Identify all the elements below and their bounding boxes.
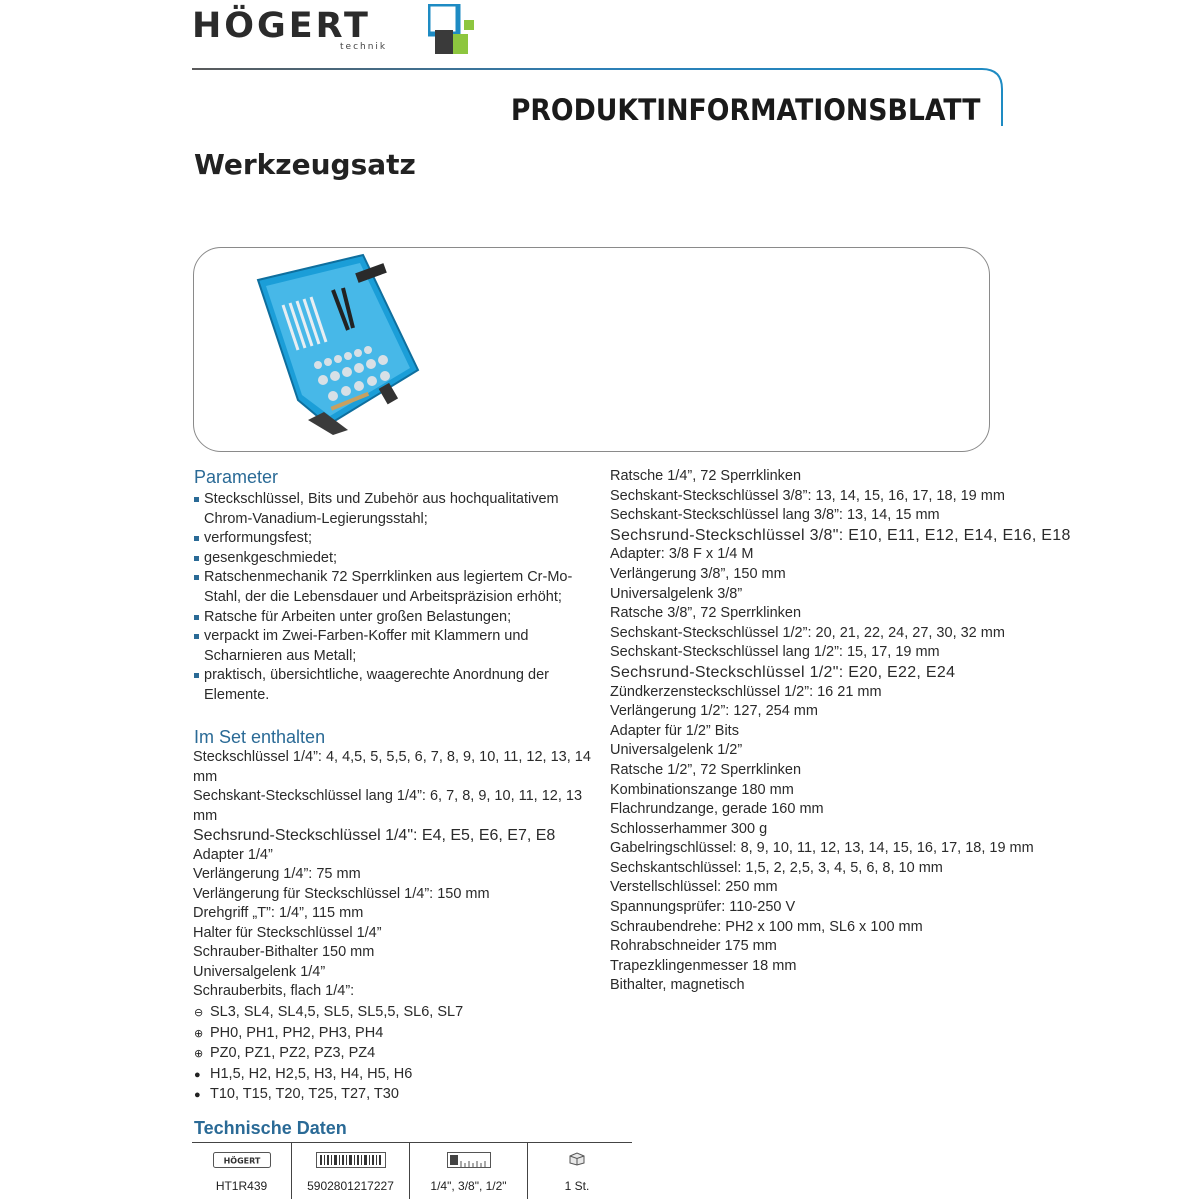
list-item: verpackt im Zwei-Farben-Koffer mit Klammern und Scharnieren aus Metall; [194,627,594,666]
table-cell-ean [292,1143,410,1199]
list-item: Kombinationszange 180 mm [610,781,794,798]
list-item: Verstellschlüssel: 250 mm [610,879,778,896]
set-contents-left-list [193,748,593,1002]
quantity: 1 St. [564,1179,590,1193]
technical-data-table [192,1142,632,1199]
list-item: Ratsche 1/2”, 72 Sperrklinken [610,761,802,778]
list-item: Verlängerung 1/4”: 75 mm [193,866,361,882]
bullet-icon [194,556,199,561]
slotted-bit-icon: ⊖ [194,1007,204,1019]
brand-label-icon [213,1152,271,1168]
list-item: Bithalter, magnetisch [610,977,745,994]
list-item: Ratsche für Arbeiten unter großen Belastungen; [194,608,594,628]
technical-data-heading: Technische Daten [194,1118,347,1138]
list-item: Halter für Steckschlüssel 1/4” [193,924,382,941]
list-item: Universalgelenk 1/4” [193,963,326,980]
bullet-icon [194,575,199,580]
list-item: Sechskant-Steckschlüssel lang 1/2”: 15, 17, 19 mm [610,644,940,661]
torx-bit-icon: ● [194,1089,201,1102]
list-item: Sechskant-Steckschlüssel 3/8”: 13, 14, 15, 16, 17, 18, 19 mm [610,487,1005,504]
set-contents-right-list [610,467,1100,996]
barcode-icon [316,1152,386,1168]
list-item: Schrauber-Bithalter 150 mm [193,944,375,960]
pozidriv-bit-icon: ⊕ [194,1048,204,1061]
list-item: Flachrundzange, gerade 160 mm [610,801,824,818]
list-item: Rohrabschneider 175 mm [610,938,777,955]
parameters-list [194,490,594,706]
brand-logo [192,2,482,62]
list-item: Verlängerung 1/2”: 127, 254 mm [610,703,818,720]
ean-code: 5902801217227 [307,1179,394,1193]
list-item: Spannungsprüfer: 110-250 V [610,899,796,916]
document-type-title: PRODUKTINFORMATIONSBLATT [510,93,980,127]
list-item: Steckschlüssel, Bits und Zubehör aus hochqualitativem Chrom-Vanadium-Legierungsstahl; [194,490,594,529]
phillips-bit-icon: ⊕ [194,1027,204,1040]
bullet-icon [194,536,199,541]
list-item: ● H1,5, H2, H2,5, H3, H4, H5, H6 [194,1065,463,1086]
list-item: Schrauberbits, flach 1/4”: [193,983,355,999]
list-item: Sechsrund-Steckschlüssel 1/4": E4, E5, E6, E7, E8 [193,827,556,844]
list-item: ⊕ PZ0, PZ1, PZ2, PZ3, PZ4 [194,1044,463,1065]
list-item: Drehgriff „T”: 1/4”, 115 mm [193,905,364,921]
model-number: HT1R439 [215,1179,268,1193]
table-cell-model [192,1143,292,1199]
list-item: Zündkerzensteckschlüssel 1/2”: 16 21 mm [610,683,882,700]
list-item: Sechskant-Steckschlüssel lang 1/4”: 6, 7, 8, 9, 10, 11, 12, 13 mm [193,788,583,824]
bullet-icon [194,673,199,678]
list-item: Ratschenmechanik 72 Sperrklinken aus legiertem Cr-Mo-Stahl, der die Lebensdauer und Arbeitspräzision erhöht; [194,568,594,607]
list-item: verformungsfest; [194,529,594,549]
parameters-heading: Parameter [194,467,279,487]
drive-sizes: 1/4", 3/8", 1/2" [430,1179,507,1193]
list-item: Adapter 1/4” [193,846,273,863]
list-item: Universalgelenk 1/2” [610,742,743,759]
list-item: Ratsche 1/4”, 72 Sperrklinken [610,468,802,484]
svg-text:HÖGERT: HÖGERT [223,1156,260,1166]
set-contents-heading: Im Set enthalten [194,727,326,747]
list-item: ● T10, T15, T20, T25, T27, T30 [194,1085,463,1106]
list-item: Verlängerung 3/8”, 150 mm [610,565,786,582]
table-cell-quantity [528,1143,626,1199]
list-item: Steckschlüssel 1/4”: 4, 4,5, 5, 5,5, 6, 7, 8, 9, 10, 11, 12, 13, 14 mm [193,749,591,785]
list-item: gesenkgeschmiedet; [194,549,594,569]
bullet-icon [194,634,199,639]
list-item: Gabelringschlüssel: 8, 9, 10, 11, 12, 13, 14, 15, 16, 17, 18, 19 mm [610,840,1034,857]
list-item: Ratsche 3/8”, 72 Sperrklinken [610,605,802,622]
list-item: Universalgelenk 3/8” [610,585,743,602]
product-title: Werkzeugsatz [194,148,416,181]
box-icon [568,1152,586,1166]
list-item: Sechsrund-Steckschlüssel 1/2": E20, E22, E24 [610,663,956,681]
hex-bit-icon: ● [194,1068,201,1081]
table-cell-drive-size [410,1143,528,1199]
brand-name: HÖGERT [192,6,371,46]
toolbox-case-image [238,250,438,450]
list-item: praktisch, übersichtliche, waagerechte Anordnung der Elemente. [194,666,594,705]
list-item: Schraubendrehe: PH2 x 100 mm, SL6 x 100 mm [610,918,923,935]
list-item: Schlosserhammer 300 g [610,820,768,837]
bits-list [194,1003,463,1106]
bullet-icon [194,497,199,502]
list-item: Trapezklingenmesser 18 mm [610,957,797,974]
list-item: Sechskant-Steckschlüssel lang 3/8”: 13, 14, 15 mm [610,507,940,524]
list-item: Sechsrund-Steckschlüssel 3/8": E10, E11, E12, E14, E16, E18 [610,526,1071,544]
list-item: ⊖ SL3, SL4, SL4,5, SL5, SL5,5, SL6, SL7 [194,1003,463,1024]
list-item: Adapter für 1/2” Bits [610,722,739,739]
brand-subtitle: technik [340,42,388,52]
logo-squares-icon [428,4,474,58]
bullet-icon [194,615,199,620]
list-item: Verlängerung für Steckschlüssel 1/4”: 150 mm [193,885,490,902]
ruler-icon [447,1152,491,1168]
list-item: Sechskantschlüssel: 1,5, 2, 2,5, 3, 4, 5, 6, 8, 10 mm [610,859,943,876]
list-item: ⊕ PH0, PH1, PH2, PH3, PH4 [194,1024,463,1045]
list-item: Sechskant-Steckschlüssel 1/2”: 20, 21, 22, 24, 27, 30, 32 mm [610,624,1005,641]
list-item: Adapter: 3/8 F x 1/4 M [610,546,754,563]
